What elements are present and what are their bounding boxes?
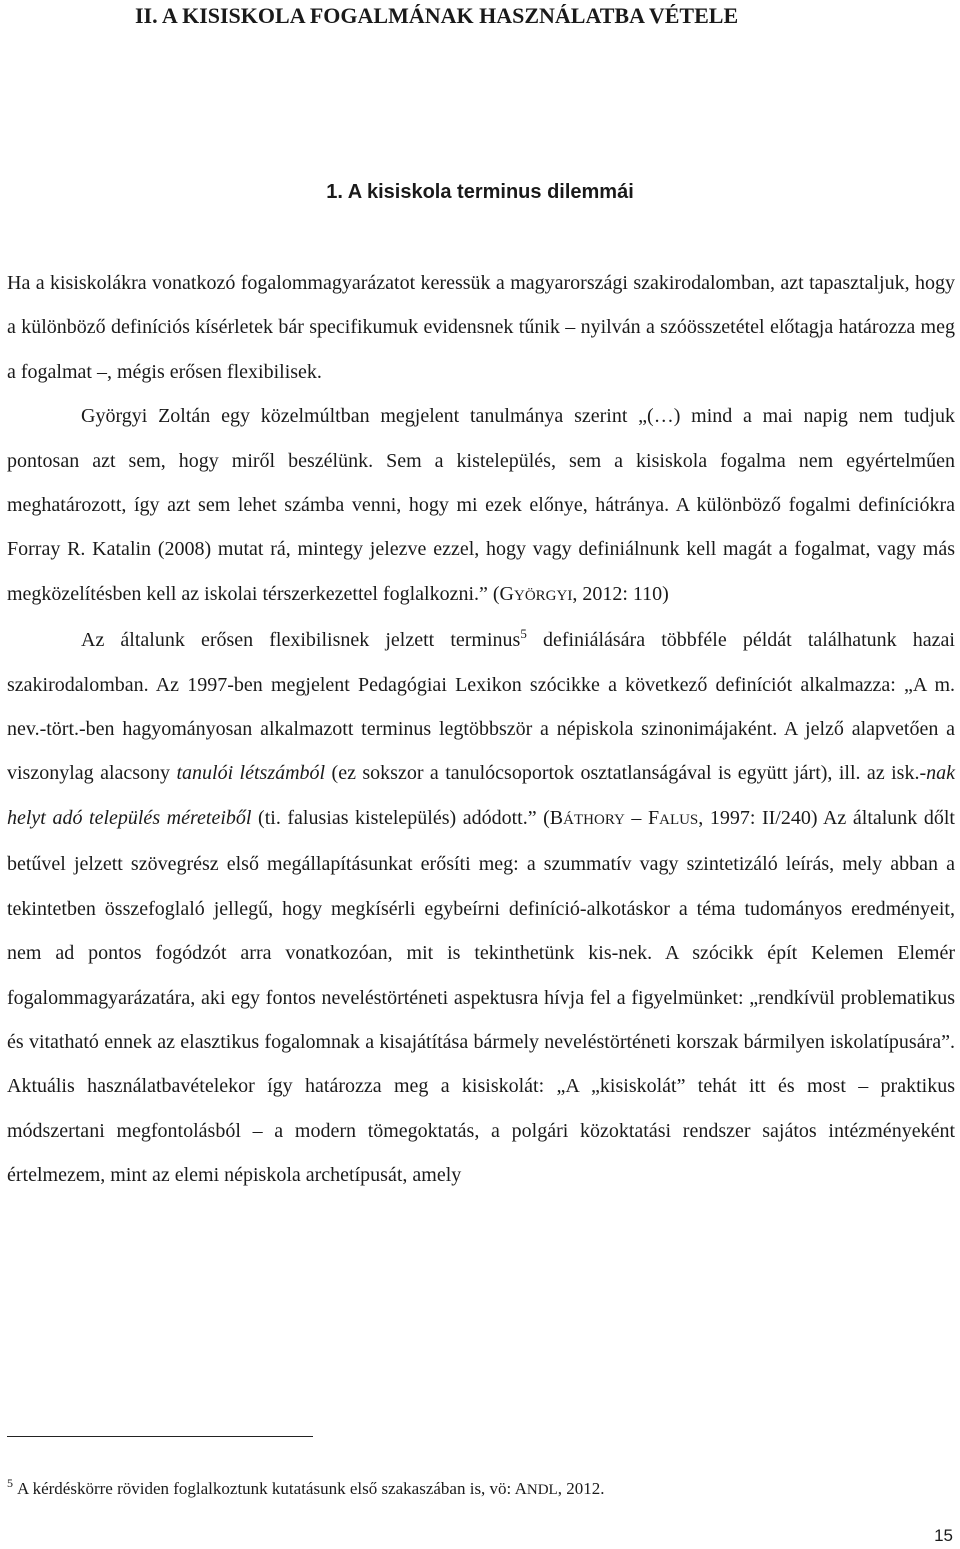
footnote — [7, 1477, 604, 1502]
paragraph-3-text: (ti. falusias kistelepülés) adódott.” (B — [251, 806, 564, 829]
section-title: 1. A kisiskola terminus dilemmái — [326, 181, 634, 203]
paragraph-3-text: (ez sokszor a tanulócsoportok osztatlanságával is együtt járt), ill. az isk. — [325, 762, 920, 785]
italic-emphasis: tanulói létszámból — [176, 762, 326, 785]
paragraph-2-text: Györgyi Zoltán egy közelmúltban megjelent tanulmánya szerint „(…) mind a mai napig nem tudjuk pontosan azt sem, hogy miről beszélünk. Sem a kistelepülés, sem a kisiskola fogalma nem egyértelműen meghatározott, így azt sem lehet számba venni, hogy mi ezek előnye, hátránya. A különböző fogalmi definíciókra Forray R. Katalin (2008) mutat rá, mintegy jelezve ezzel, hogy vagy definiálnunk kell magát a fogalmat, vagy más megközelítésben kell az iskolai térszerkezettel foglalkozni.” (G — [7, 405, 955, 605]
paragraph-1: Ha a kisiskolákra vonatkozó fogalommagyarázatot keressük a magyarországi szakirodalomban, azt tapasztaljuk, hogy a különböző definíciós kísérletek bár specifikumuk evidensnek tűnik – nyilván a szóösszetétel előtagja határozza meg a fogalmat –, mégis erősen flexibilisek. — [7, 272, 955, 383]
paragraph-2 — [7, 394, 955, 618]
paragraph-3-text: definiálására többféle példát találhatunk hazai szakirodalomban. Az 1997-ben megjelent Pedagógiai Lexikon szócikke a következő definíciót alkalmazza: „A m. nev.-tört.-ben hagyományosan alkalmazott terminus legtöbbször a népiskola szinonimájaként. A jelző alapvetően a viszonylag alacsony — [7, 629, 955, 785]
footnote-text: A kérdéskörre röviden foglalkoztunk kutatásunk első szakaszában is, vö: A — [17, 1479, 527, 1498]
footnote-number: 5 — [7, 1476, 13, 1490]
author-smallcaps: NDL — [526, 1482, 558, 1498]
italic-emphasis: -nak helyt adó település méreteiből — [7, 762, 955, 829]
author-smallcaps: ALUS — [659, 811, 699, 828]
footnote-separator — [7, 1436, 313, 1437]
body-text — [7, 261, 955, 1198]
author-smallcaps: YÖRGYI — [514, 587, 573, 604]
paragraph-3-text: – F — [624, 806, 660, 829]
author-smallcaps: ÁTHORY — [563, 811, 625, 828]
paragraph-3-text: Az általunk erősen flexibilisnek jelzett terminus — [81, 629, 521, 652]
page-number: 15 — [934, 1526, 953, 1545]
citation-text: , 2012: 110) — [572, 582, 669, 605]
chapter-title: II. A KISISKOLA FOGALMÁNAK HASZNÁLATBA VÉTELE — [135, 3, 739, 28]
footnote-reference[interactable]: 5 — [520, 626, 527, 642]
paragraph-3-text: , 1997: II/240) Az általunk dőlt betűvel jelzett szövegrész első megállapításunkat erősíti meg: a szummatív vagy szintetizáló leírás, mely abban a tekintetben összefoglaló jellegű, hogy megkísérli egybeírni definíció-alkotáskor a téma tudományos eredményeit, nem ad pontos fogódzót arra vonatkozóan, mit is tekinthetünk kis-nek. A szócikk épít Kelemen Elemér fogalommagyarázatára, aki egy fontos neveléstörténeti aspektusra hívja fel a figyelmünket: „rendkívül problematikus és vitatható ennek az elasztikus fogalomnak a kisajátítása bármely neveléstörténeti korszak bármilyen iskolatípusára”. Aktuális használatbavételekor így határozza meg a kisiskolát: „A „kisiskolát” tehát itt és most – praktikus módszertani megfontolásból – a modern tömegoktatás, a polgári közoktatási rendszer sajátos intézményeként értelmezem, mint az elemi népiskola archetípusát, amely — [7, 806, 955, 1187]
paragraph-3 — [7, 618, 955, 1197]
footnote-text: , 2012. — [557, 1479, 605, 1498]
